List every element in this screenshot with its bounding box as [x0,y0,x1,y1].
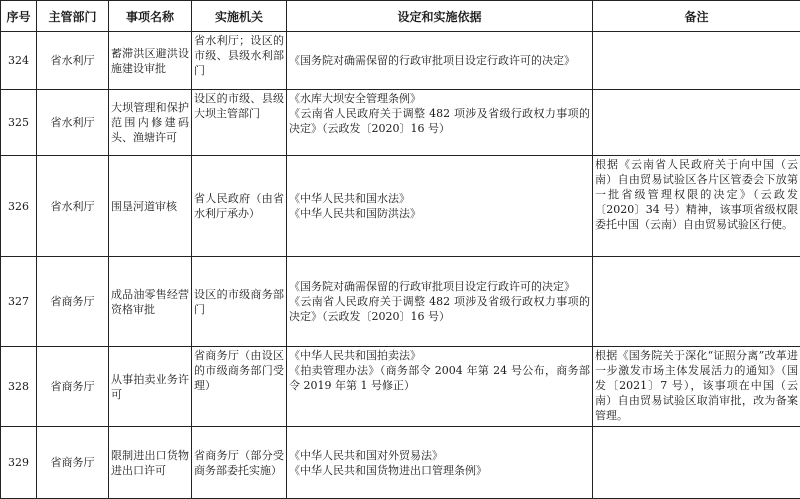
basis-entry: 《拍卖管理办法》（商务部令 2004 年第 24 号公布，商务部令 2019 年第 1 号修正） [289,364,590,392]
row-item-name: 蓄滞洪区避洪设施建设审批 [109,32,192,90]
row-legal-basis [287,347,593,427]
basis-entry: 《国务院对确需保留的行政审批项目设定行政许可的决定》 [289,54,575,67]
row-item-name: 大坝管理和保护范围内修建码头、渔塘许可 [109,90,192,156]
row-number: 325 [1,90,37,156]
row-number: 329 [1,427,37,499]
basis-entry: 《云南省人民政府关于调整 482 项涉及省级行政权力事项的决定》（云政发〔2020〕16 号） [289,107,590,135]
row-department: 省商务厅 [37,427,109,499]
row-remarks [593,427,800,499]
row-legal-basis [287,90,593,156]
row-item-name: 从事拍卖业务许可 [109,347,192,427]
basis-entry: 《国务院对确需保留的行政审批项目设定行政许可的决定》 [289,279,590,294]
row-remarks: 根据《云南省人民政府关于向中国（云南）自由贸易试验区各片区管委会下放第一批省级管理权限的决定》（云政发〔2020〕34 号）精神，该事项省级权限委托中国（云南）自由贸易试验区行使。 [593,156,800,257]
row-remarks [593,90,800,156]
row-department: 省商务厅 [37,257,109,347]
row-department: 省水利厅 [37,32,109,90]
row-implementing-agency: 省人民政府（由省水利厅承办） [192,156,287,257]
row-department: 省水利厅 [37,90,109,156]
row-legal-basis [287,156,593,257]
row-number: 328 [1,347,37,427]
table-row [1,427,800,499]
col-header-implementing-agency: 实施机关 [192,1,287,32]
col-header-legal-basis: 设定和实施依据 [287,1,593,32]
row-number: 327 [1,257,37,347]
basis-entry: 《中华人民共和国水法》 [289,191,590,206]
row-legal-basis [287,427,593,499]
row-implementing-agency: 设区的市级商务部门 [192,257,287,347]
row-implementing-agency: 设区的市级、县级大坝主管部门 [192,90,287,156]
basis-entry: 《水库大坝安全管理条例》 [289,91,590,106]
table-row [1,90,800,156]
basis-entry: 《中华人民共和国货物进出口管理条例》 [289,463,590,478]
row-remarks [593,32,800,90]
row-department: 省商务厅 [37,347,109,427]
table-header-row [1,1,800,32]
basis-entry: 《中华人民共和国拍卖法》 [289,348,590,363]
row-legal-basis [287,257,593,347]
col-header-remarks: 备注 [593,1,800,32]
row-number: 326 [1,156,37,257]
row-remarks: 根据《国务院关于深化“证照分离”改革进一步激发市场主体发展活力的通知》（国发〔2021〕7 号），该事项在中国（云南）自由贸易试验区取消审批，改为备案管理。 [593,347,800,427]
basis-entry: 《中华人民共和国对外贸易法》 [289,448,590,463]
table-row [1,32,800,90]
row-item-name: 限制进出口货物进出口许可 [109,427,192,499]
row-number: 324 [1,32,37,90]
table-row [1,347,800,427]
row-implementing-agency: 省商务厅（由设区的市级商务部门受理） [192,347,287,427]
table-row [1,156,800,257]
row-item-name: 围垦河道审核 [109,156,192,257]
table-row [1,257,800,347]
col-header-item-name: 事项名称 [109,1,192,32]
row-implementing-agency: 省水利厅；设区的市级、县级水利部门 [192,32,287,90]
col-header-index: 序号 [1,1,37,32]
row-item-name: 成品油零售经营资格审批 [109,257,192,347]
row-implementing-agency: 省商务厅（部分受商务部委托实施） [192,427,287,499]
row-department: 省水利厅 [37,156,109,257]
col-header-department: 主管部门 [37,1,109,32]
basis-entry: 《云南省人民政府关于调整 482 项涉及省级行政权力事项的决定》（云政发〔2020〕16 号） [289,294,590,324]
row-remarks [593,257,800,347]
row-legal-basis [287,32,593,90]
basis-entry: 《中华人民共和国防洪法》 [289,206,590,221]
